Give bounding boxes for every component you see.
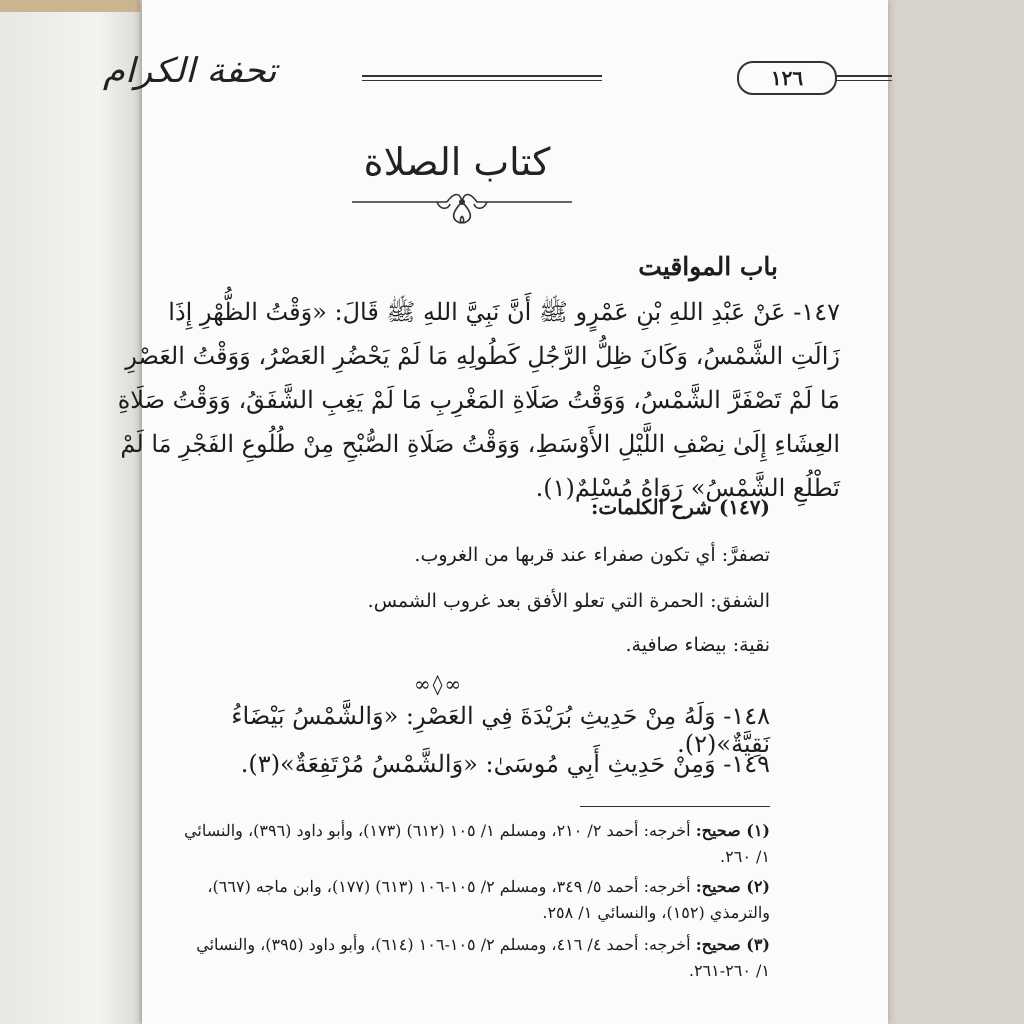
page-number: ١٢٦ xyxy=(770,66,804,90)
desk-background xyxy=(0,0,140,1024)
chapter-title: باب المواقيت xyxy=(638,252,778,281)
hadith-147-line-4: العِشَاءِ إِلَىٰ نِصْفِ اللَّيْلِ الأَوْسَطِ، وَوَقْتُ صَلَاةِ الصُّبْحِ مِنْ طُلُوعِ الفَجْرِ مَا لَمْ xyxy=(120,430,840,458)
page-header xyxy=(102,51,804,105)
hadith-147-line-3: مَا لَمْ تَصْفَرَّ الشَّمْسُ، وَوَقْتُ صَلَاةِ المَغْرِبِ مَا لَمْ يَغِبِ الشَّفَقُ، وَوَقْتُ صَلَاةِ xyxy=(117,386,840,414)
footnote-text: أخرجه: أحمد ٤/ ٤١٦، ومسلم ٢/ ١٠٥-١٠٦ (٦١٤)، وأبو داود (٣٩٥)، والنسائي ١/ ٢٦٠-٢٦١. xyxy=(196,935,770,980)
hadith-148: ١٤٨- وَلَهُ مِنْ حَدِيثِ بُرَيْدَةَ فِي العَصْرِ: «وَالشَّمْسُ بَيْضَاءُ نَقِيَّةٌ»(٢). xyxy=(231,702,770,758)
footnote-label: (٣) صحيح: xyxy=(695,935,770,954)
page-number-badge xyxy=(737,61,837,95)
glossary-heading: (١٤٧) شرح الكلمات: xyxy=(591,495,770,519)
footnote-2 xyxy=(178,874,770,926)
footnote-text: أخرجه: أحمد ٥/ ٣٤٩، ومسلم ٢/ ١٠٥-١٠٦ (٦١٣) (١٧٧)، وابن ماجه (٦٦٧)، والترمذي (١٥٢)، والنسائي ١/ ٢٥٨. xyxy=(207,877,770,922)
header-rule-right xyxy=(832,75,892,81)
hadith-147-line-5: تَطْلُعِ الشَّمْسُ» رَوَاهُ مُسْلِمٌ(١). xyxy=(535,474,840,502)
hadith-147-line-1: ١٤٧- عَنْ عَبْدِ اللهِ بْنِ عَمْرٍو ﷺ أَنَّ نَبِيَّ اللهِ ﷺ قَالَ: «وَقْتُ الظُّهْرِ إِذَا xyxy=(168,298,840,326)
footnote-1 xyxy=(178,818,770,870)
glossary-item: الشفق: الحمرة التي تعلو الأفق بعد غروب الشمس. xyxy=(367,590,770,612)
footnote-rule xyxy=(580,806,770,807)
hadith-147-line-2: زَالَتِ الشَّمْسُ، وَكَانَ ظِلُّ الرَّجُلِ كَطُولِهِ مَا لَمْ يَحْضُرِ العَصْرُ، وَوَقْتُ العَصْرِ xyxy=(125,342,840,370)
footnote-3 xyxy=(178,932,770,984)
glossary-item: تصفرَّ: أي تكون صفراء عند قربها من الغروب. xyxy=(414,544,770,566)
hadith-147 xyxy=(117,290,840,510)
flourish-ornament-icon xyxy=(342,188,582,228)
footnote-label: (٢) صحيح: xyxy=(695,877,770,896)
running-title: تحفة الكرام xyxy=(102,51,277,91)
section-divider: ∞◊∞ xyxy=(414,672,464,696)
book-title: كتاب الصلاة xyxy=(363,140,551,184)
hadith-149: ١٤٩- وَمِنْ حَدِيثِ أَبِي مُوسَىٰ: «وَالشَّمْسُ مُرْتَفِعَةٌ»(٣). xyxy=(240,750,770,778)
footnote-text: أخرجه: أحمد ٢/ ٢١٠، ومسلم ١/ ١٠٥ (٦١٢) (١٧٣)، وأبو داود (٣٩٦)، والنسائي ١/ ٢٦٠. xyxy=(184,821,770,866)
book-page xyxy=(102,0,888,1024)
footnote-label: (١) صحيح: xyxy=(695,821,770,840)
header-rule xyxy=(362,75,602,81)
glossary-item: نقية: بيضاء صافية. xyxy=(625,634,770,656)
